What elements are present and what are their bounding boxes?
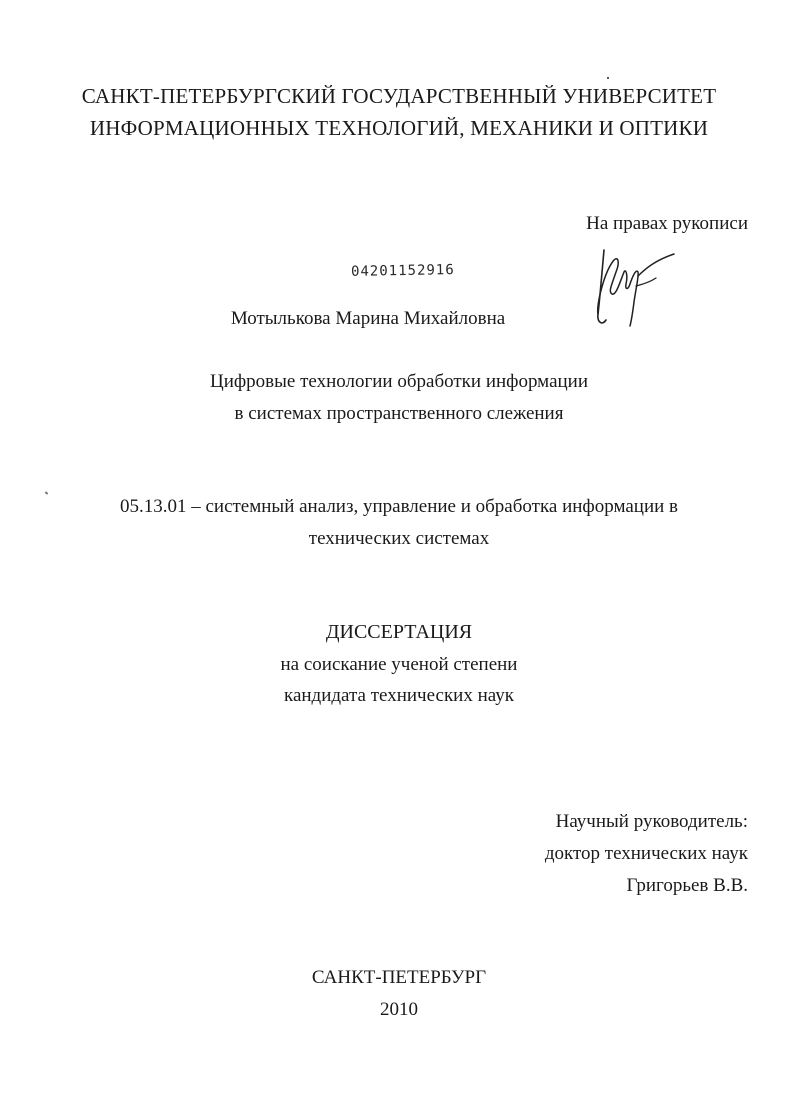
doc-type-line-1: на соискание ученой степени xyxy=(280,654,518,675)
author-name: Мотылькова Марина Михайловна xyxy=(230,308,506,329)
manuscript-note: На правах рукописи xyxy=(586,213,748,234)
supervisor-name: Григорьев В.В. xyxy=(626,875,748,896)
specialty-line-1: 05.13.01 – системный анализ, управление и обработка информации в xyxy=(119,496,679,517)
thesis-title-line-2: в системах пространственного слежения xyxy=(234,403,564,424)
scan-speck xyxy=(607,77,609,79)
footer-city: САНКТ-ПЕТЕРБУРГ xyxy=(311,967,487,988)
doc-type-line-2: кандидата технических наук xyxy=(284,685,514,706)
doc-type-heading: ДИССЕРТАЦИЯ xyxy=(325,621,473,643)
supervisor-degree: доктор технических наук xyxy=(544,843,748,864)
specialty-line-2: технических системах xyxy=(308,528,490,549)
university-name-line-2: ИНФОРМАЦИОННЫХ ТЕХНОЛОГИЙ, МЕХАНИКИ И ОПТИКИ xyxy=(89,116,709,140)
thesis-title-line-1: Цифровые технологии обработки информации xyxy=(209,371,589,392)
university-name-line-1: САНКТ-ПЕТЕРБУРГСКИЙ ГОСУДАРСТВЕННЫЙ УНИВЕРСИТЕТ xyxy=(81,84,717,108)
inventory-number-stamp: 04201152916 xyxy=(350,262,455,280)
footer-year: 2010 xyxy=(380,999,418,1020)
supervisor-label: Научный руководитель: xyxy=(555,811,748,832)
